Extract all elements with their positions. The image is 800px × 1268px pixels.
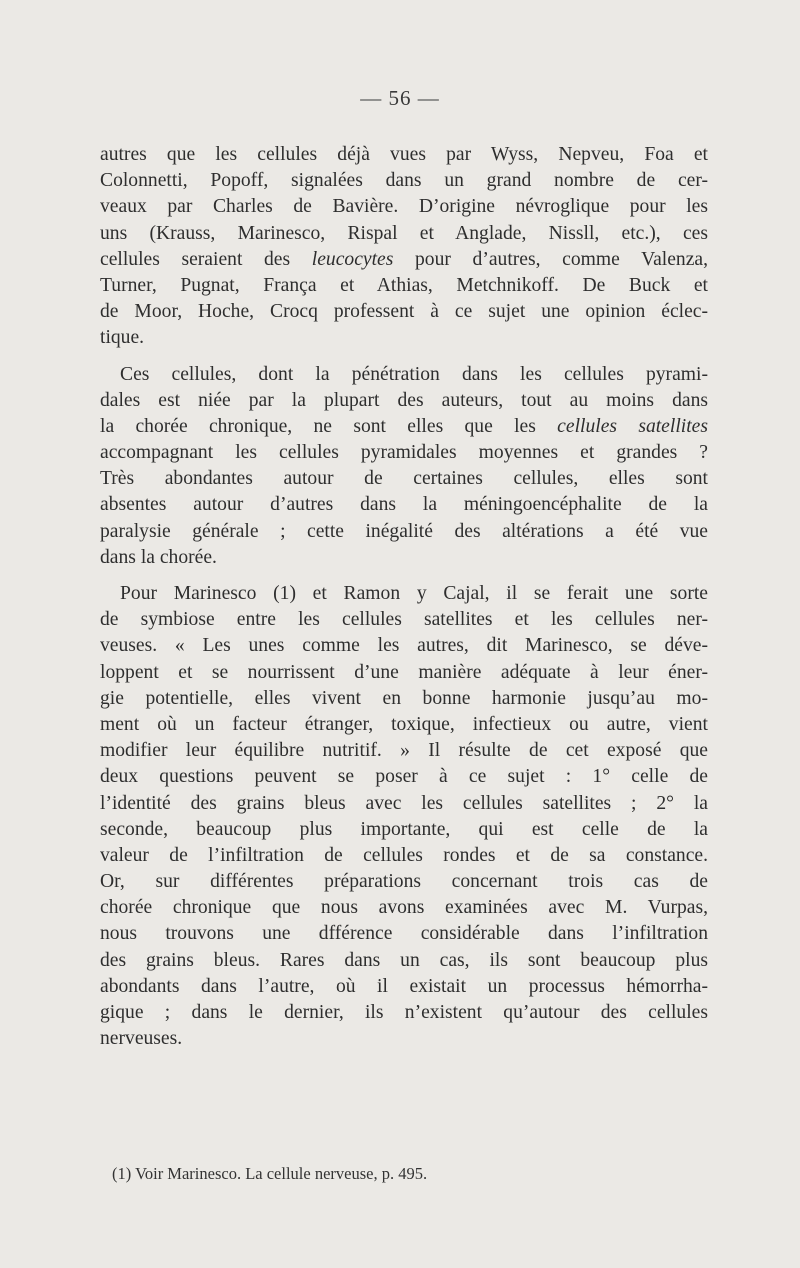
- text-line: veaux par Charles de Bavière. D’origine névroglique pour les: [100, 196, 708, 218]
- text-line: de Moor, Hoche, Crocq professent à ce sujet une opinion éclec-: [100, 301, 708, 323]
- text-line: abondants dans l’autre, où il existait un processus hémorrha-: [100, 975, 708, 997]
- text-line: l’identité des grains bleus avec les cellules satellites ; 2° la: [100, 792, 708, 814]
- text-line: Pour Marinesco (1) et Ramon y Cajal, il se ferait une sorte: [120, 583, 708, 604]
- text-line: gique ; dans le dernier, ils n’existent qu’autour des cellules: [100, 1002, 708, 1023]
- text-line: Colonnetti, Popoff, signalées dans un grand nombre de cer-: [100, 170, 708, 192]
- text-line: de symbiose entre les cellules satellites et les cellules ner-: [100, 609, 708, 631]
- text-line: modifier leur équilibre nutritif. » Il résulte de cet exposé que: [100, 740, 708, 762]
- text-line: nerveuses.: [100, 1028, 183, 1050]
- text-line: Très abondantes autour de certaines cellules, elles sont: [100, 468, 708, 490]
- text-line: absentes autour d’autres dans la méningoencéphalite de la: [100, 494, 708, 516]
- text-line-mixed: [100, 247, 708, 273]
- text-line: Or, sur différentes préparations concernant trois cas de: [100, 871, 708, 893]
- text-line: veuses. « Les unes comme les autres, dit Marinesco, se déve-: [100, 635, 708, 657]
- text-line: gie potentielle, elles vivent en bonne harmonie jusqu’au mo-: [100, 687, 708, 709]
- text-line: accompagnant les cellules pyramidales moyennes et grandes ?: [100, 442, 708, 464]
- text-line: paralysie générale ; cette inégalité des altérations a été vue: [100, 520, 708, 542]
- footnote: (1) Voir Marinesco. La cellule nerveuse, p. 495.: [112, 1164, 428, 1183]
- text-line: dales est niée par la plupart des auteurs, tout au moins dans: [100, 389, 708, 411]
- text-line: des grains bleus. Rares dans un cas, ils sont beaucoup plus: [100, 949, 708, 971]
- text-line: Turner, Pugnat, França et Athias, Metchnikoff. De Buck et: [100, 274, 708, 296]
- text-line: nous trouvons une dfférence considérable dans l’infiltration: [100, 923, 708, 945]
- text-line: Ces cellules, dont la pénétration dans les cellules pyrami-: [120, 363, 708, 385]
- text-line: loppent et se nourrissent d’une manière adéquate à leur éner-: [100, 661, 708, 683]
- page-number: — 56 —: [360, 86, 440, 110]
- text-line: chorée chronique que nous avons examinées avec M. Vurpas,: [100, 897, 708, 919]
- text-line: tique.: [100, 327, 145, 349]
- text-line: deux questions peuvent se poser à ce sujet : 1° celle de: [100, 766, 708, 788]
- text-segment: la chorée chronique, ne sont elles que les: [100, 415, 536, 437]
- text-segment: pour d’autres, comme Valenza,: [414, 248, 708, 270]
- body-text: [100, 142, 708, 1052]
- text-line: seconde, beaucoup plus importante, qui est celle de la: [100, 818, 708, 840]
- italic-term: cellules satellites: [557, 415, 708, 437]
- text-line: dans la chorée.: [100, 546, 217, 568]
- text-line: ment où un facteur étranger, toxique, infectieux ou autre, vient: [100, 713, 708, 735]
- text-line: valeur de l’infiltration de cellules rondes et de sa constance.: [100, 844, 708, 866]
- text-line: uns (Krauss, Marinesco, Rispal et Anglade, Nissll, etc.), ces: [100, 222, 708, 244]
- text-segment: cellules seraient des: [100, 248, 291, 270]
- text-line: autres que les cellules déjà vues par Wyss, Nepveu, Foa et: [100, 144, 708, 165]
- text-line-mixed: [100, 414, 708, 440]
- italic-term: leucocytes: [311, 248, 394, 270]
